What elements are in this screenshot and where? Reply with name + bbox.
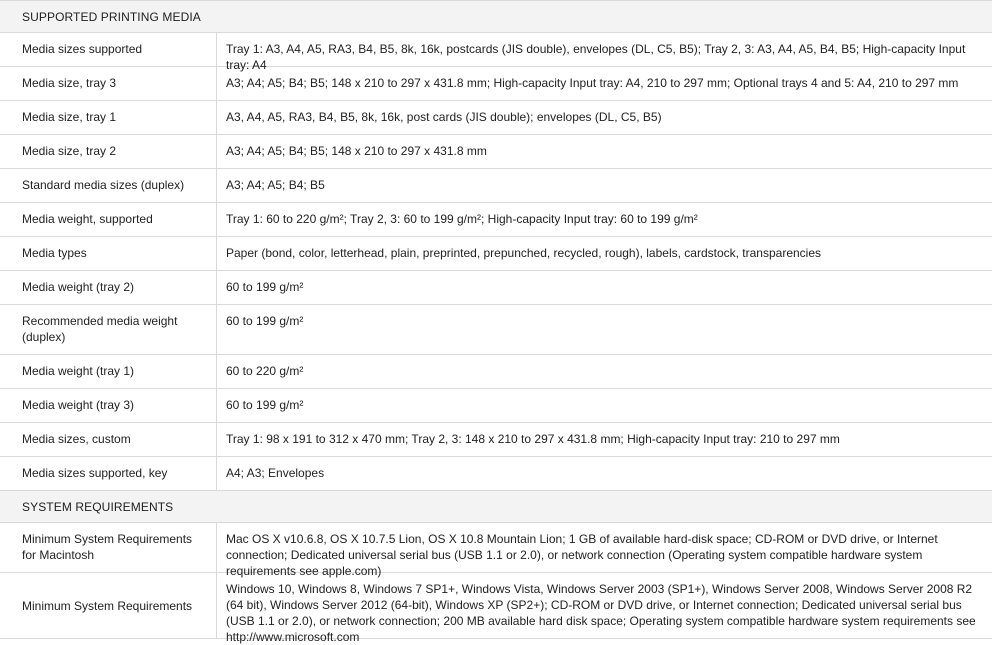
table-row [0,457,992,491]
row-value: 60 to 199 g/m² [226,280,304,294]
table-row [0,203,992,237]
row-value: A3; A4; A5; B4; B5 [226,178,325,192]
table-row [0,169,992,203]
row-label: Media sizes, custom [0,423,217,456]
section-header-system-requirements: SYSTEM REQUIREMENTS [0,491,992,523]
row-value: 60 to 199 g/m² [226,398,304,412]
row-value: Paper (bond, color, letterhead, plain, preprinted, prepunched, recycled, rough), labels, cardstock, transparencies [226,246,822,260]
row-label: Media weight (tray 2) [0,271,217,304]
row-label: Media weight (tray 1) [0,355,217,388]
row-value: A3; A4; A5; B4; B5; 148 x 210 to 297 x 431.8 mm; High-capacity Input tray: A4, 210 to 297 mm; Optional trays 4 and 5: A4, 210 to 297 mm [226,76,959,90]
table-row [0,573,992,644]
table-row [0,237,992,271]
table-row [0,523,992,578]
row-value: 60 to 220 g/m² [226,364,304,378]
row-value: 60 to 199 g/m² [226,314,304,328]
row-value: Tray 1: A3, A4, A5, RA3, B4, B5, 8k, 16k, postcards (JIS double), envelopes (DL, C5, B5); Tray 2, 3: A3, A4, A5, B4, B5; High-capacity Input tray: A4 [226,42,966,72]
row-label: Media size, tray 3 [0,67,217,100]
table-row [0,389,992,423]
row-label: Media sizes supported [0,33,217,66]
row-label: Media weight, supported [0,203,217,236]
row-value: Mac OS X v10.6.8, OS X 10.7.5 Lion, OS X 10.8 Mountain Lion; 1 GB of available hard-disk space; CD-ROM or DVD drive, or Internet connection; Dedicated universal serial bus (USB 1.1 or 2.0), or network connection (Operating system compatible hardware system requirements see apple.com) [226,532,938,578]
table-row [0,67,992,101]
row-label: Minimum System Requirements for Macintosh [0,523,217,572]
table-row [0,355,992,389]
row-label: Standard media sizes (duplex) [0,169,217,202]
row-value: Tray 1: 60 to 220 g/m²; Tray 2, 3: 60 to 199 g/m²; High-capacity Input tray: 60 to 199 g/m² [226,212,698,226]
row-label: Minimum System Requirements [0,573,217,638]
row-label: Media weight (tray 3) [0,389,217,422]
table-row [0,423,992,457]
row-label: Media size, tray 2 [0,135,217,168]
row-value: A4; A3; Envelopes [226,466,325,480]
section-header-printing-media: SUPPORTED PRINTING MEDIA [0,1,992,33]
row-value: A3, A4, A5, RA3, B4, B5, 8k, 16k, post cards (JIS double); envelopes (DL, C5, B5) [226,110,662,124]
table-row [0,305,992,355]
row-label: Media sizes supported, key [0,457,217,490]
row-value: Tray 1: 98 x 191 to 312 x 470 mm; Tray 2, 3: 148 x 210 to 297 x 431.8 mm; High-capacity Input tray: 210 to 297 mm [226,432,840,446]
table-row [0,271,992,305]
row-label: Media size, tray 1 [0,101,217,134]
row-label: Recommended media weight (duplex) [0,305,217,354]
table-row [0,101,992,135]
row-label: Media types [0,237,217,270]
row-value: A3; A4; A5; B4; B5; 148 x 210 to 297 x 431.8 mm [226,144,487,158]
table-row [0,33,992,72]
table-row [0,135,992,169]
row-value: Windows 10, Windows 8, Windows 7 SP1+, Windows Vista, Windows Server 2003 (SP1+), Windows Server 2008, Windows Server 2008 R2 (64 bit), Windows Server 2012 (64-bit), Windows XP (SP2+); CD-ROM or DVD drive, or Internet connection; Dedicated universal serial bus (USB 1.1 or 2.0), or network connection; 200 MB available hard disk space; Operating system compatible hardware system requirements see http://www.microsoft.com [226,582,976,644]
